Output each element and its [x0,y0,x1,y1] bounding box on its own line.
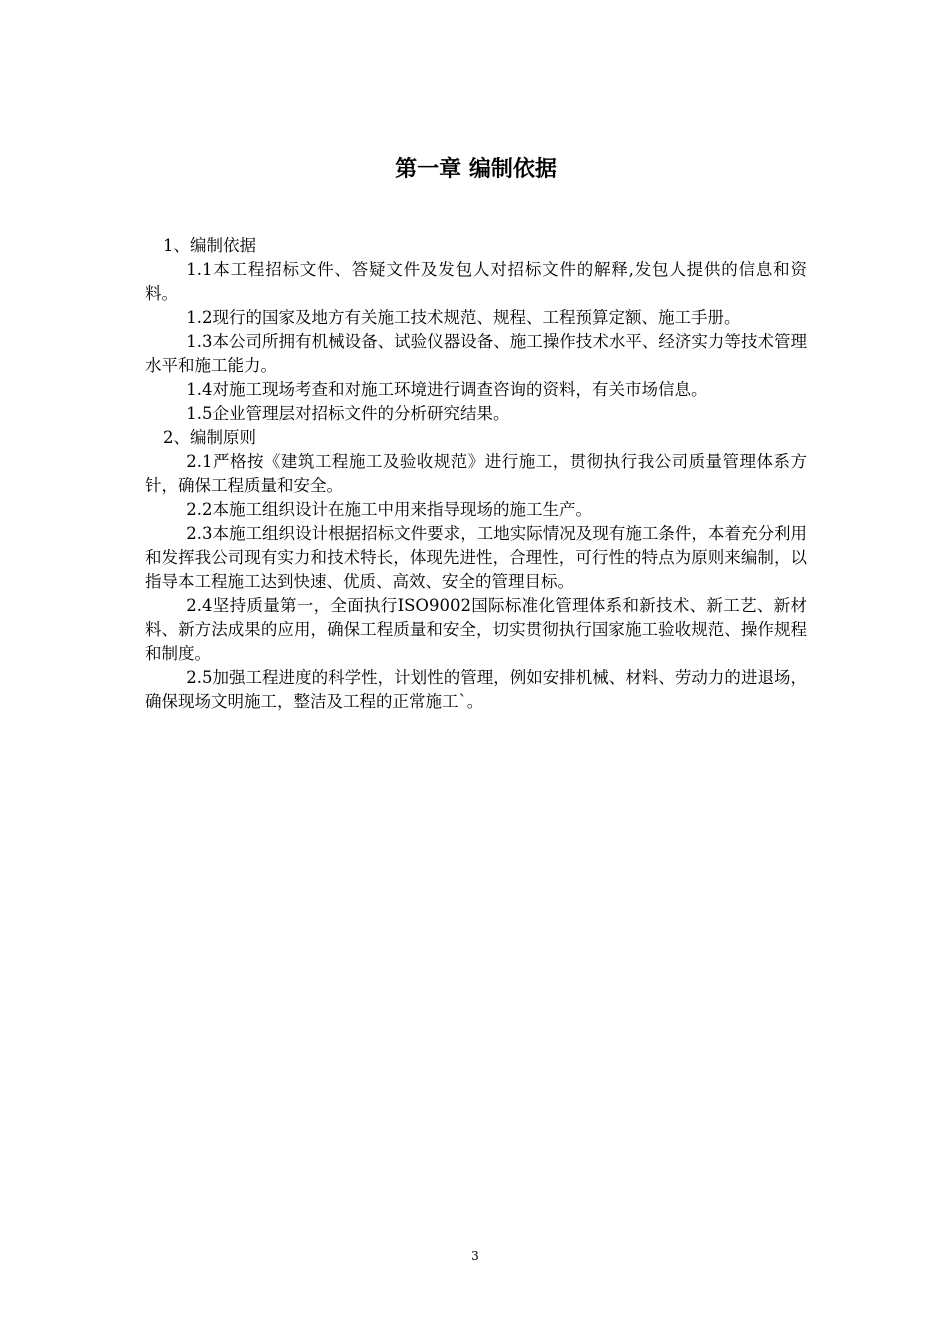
page-number: 3 [471,1249,479,1263]
paragraph: 1.4对施工现场考查和对施工环境进行调查咨询的资料，有关市场信息。 [186,380,708,399]
document-page [145,150,807,714]
chapter-title: 第一章 编制依据 [395,157,557,182]
paragraph: 1.3本公司所拥有机械设备、试验仪器设备、施工操作技术水平、经济实力等技术管理水平和施工能力。 [145,332,807,375]
section-principles [145,426,807,714]
paragraph: 2.3本施工组织设计根据招标文件要求，工地实际情况及现有施工条件，本着充分利用和发挥我公司现有实力和技术特长，体现先进性，合理性，可行性的特点为原则来编制，以指导本工程施工达到快速、优质、高效、安全的管理目标。 [145,524,807,591]
paragraph: 2.4坚持质量第一，全面执行ISO9002国际标准化管理体系和新技术、新工艺、新材料、新方法成果的应用，确保工程质量和安全，切实贯彻执行国家施工验收规范、操作规程和制度。 [145,596,807,663]
section-heading: 2、编制原则 [163,428,256,447]
paragraph: 2.2本施工组织设计在施工中用来指导现场的施工生产。 [186,500,592,519]
paragraph: 2.1严格按《建筑工程施工及验收规范》进行施工，贯彻执行我公司质量管理体系方针，确保工程质量和安全。 [145,452,807,495]
section-heading: 1、编制依据 [163,236,256,255]
paragraph: 1.1本工程招标文件、答疑文件及发包人对招标文件的解释,发包人提供的信息和资料。 [145,260,807,303]
section-basis [145,234,807,426]
paragraph: 1.2现行的国家及地方有关施工技术规范、规程、工程预算定额、施工手册。 [186,308,741,327]
paragraph: 2.5加强工程进度的科学性，计划性的管理，例如安排机械、材料、劳动力的进退场，确保现场文明施工，整洁及工程的正常施工`。 [145,668,807,711]
paragraph: 1.5企业管理层对招标文件的分析研究结果。 [186,404,510,423]
